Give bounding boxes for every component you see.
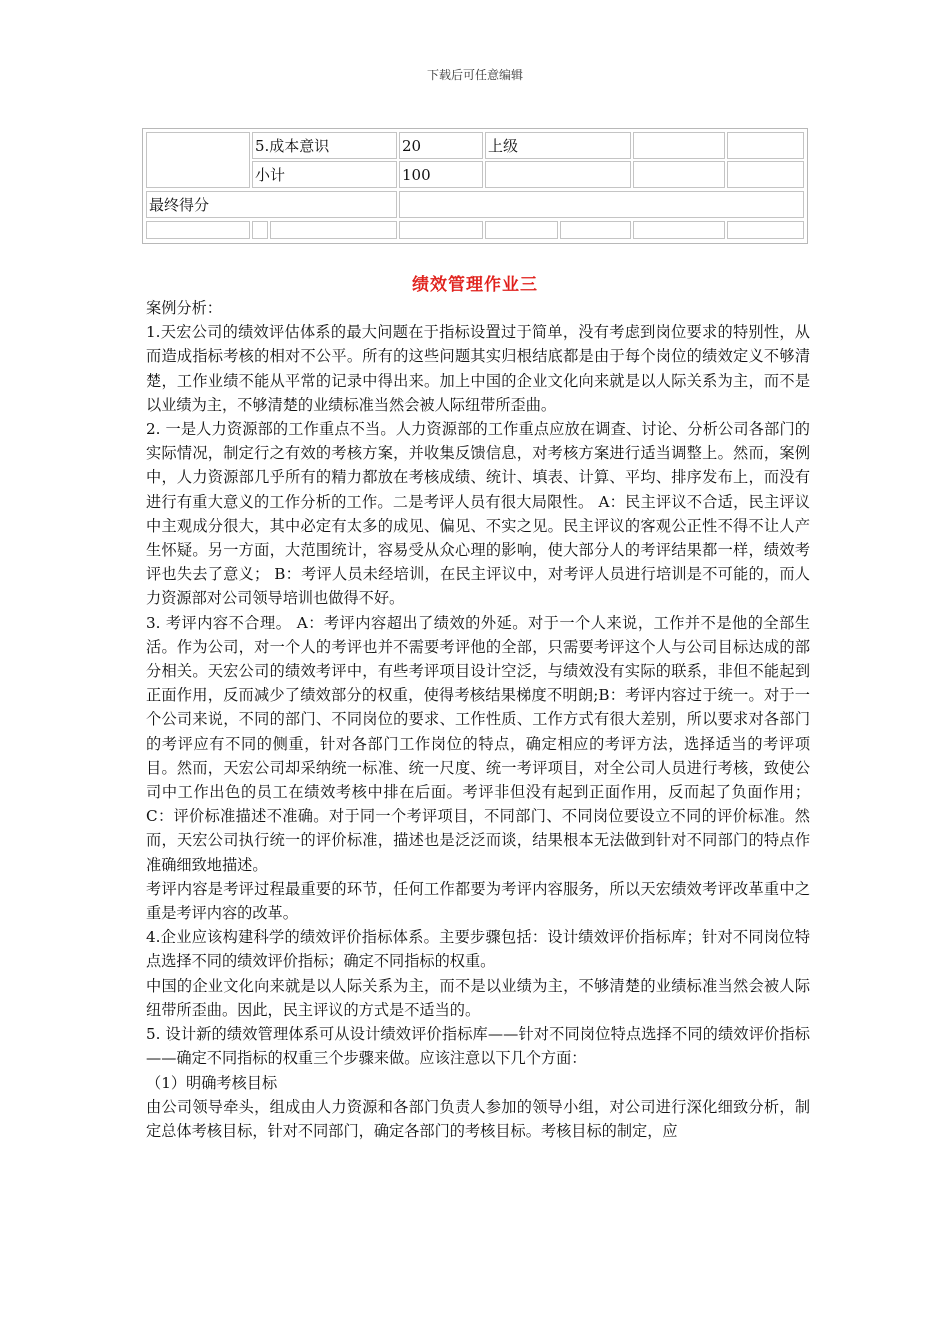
paragraph-case-analysis: 案例分析： bbox=[146, 299, 222, 317]
table-cell-final-score-label: 最终得分 bbox=[146, 191, 397, 218]
document-body bbox=[146, 296, 810, 1143]
table-cell-empty bbox=[727, 132, 804, 159]
table-cell-empty bbox=[727, 161, 804, 188]
paragraph-3: 3. 考评内容不合理。 A：考评内容超出了绩效的外延。对于一个人来说，工作并不是他的全部生活。作为公司，对一个人的考评也并不需要考评他的全部，只需要考评这个人与公司目标达成的部分相关。天宏公司的绩效考评中，有些考评项目设计空泛，与绩效没有实际的联系，非但不能起到正面作用，反而减少了绩效部分的权重，使得考核结果梯度不明朗;B：考评内容过于统一。对于一个公司来说，不同的部门、不同岗位的要求、工作性质、工作方式有很大差别，所以要求对各部门的考评应有不同的侧重，针对各部门工作岗位的特点，确定相应的考评方法，选择适当的考评项目。然而，天宏公司却采纳统一标准、统一尺度、统一考评项目，对全公司人员进行考核，致使公司中工作出色的员工在绩效考核中排在后面。考评非但没有起到正面作用，反而起了负面作用； C：评价标准描述不准确。对于同一个考评项目，不同部门、不同岗位要设立不同的评价标准。然而，天宏公司执行统一的评价标准，描述也是泛泛而谈，结果根本无法做到针对不同部门的特点作准确细致地描述。 bbox=[146, 613, 810, 874]
paragraph-5-item-1-text: 由公司领导牵头，组成由人力资源和各部门负责人参加的领导小组，对公司进行深化细致分析，制定总体考核目标，针对不同部门，确定各部门的考核目标。考核目标的制定，应 bbox=[146, 1097, 810, 1140]
table-cell-empty bbox=[146, 132, 250, 188]
paragraph-4: 4.企业应该构建科学的绩效评价指标体系。主要步骤包括：设计绩效评价指标库；针对不同岗位特点选择不同的绩效评价指标；确定不同指标的权重。 bbox=[146, 928, 810, 971]
table-cell-empty bbox=[633, 161, 725, 188]
table-cell-subtotal-label: 小计 bbox=[252, 161, 397, 188]
score-table bbox=[142, 128, 808, 244]
header-note: 下载后可任意编辑 bbox=[426, 68, 523, 82]
paragraph-1: 1.天宏公司的绩效评估体系的最大问题在于指标设置过于简单，没有考虑到岗位要求的特别性，从而造成指标考核的相对不公平。所有的这些问题其实归根结底都是由于每个岗位的绩效定义不够清楚，工作业绩不能从平常的记录中得出来。加上中国的企业文化向来就是以人际关系为主，而不是以业绩为主，不够清楚的业绩标准当然会被人际纽带所歪曲。 bbox=[146, 323, 810, 414]
table-cell-empty bbox=[270, 221, 397, 239]
table-cell-evaluator: 上级 bbox=[485, 132, 631, 159]
table-cell-empty bbox=[633, 132, 725, 159]
table-cell-empty bbox=[560, 221, 631, 239]
paragraph-2: 2. 一是人力资源部的工作重点不当。人力资源部的工作重点应放在调查、讨论、分析公司各部门的实际情况，制定行之有效的考核方案，并收集反馈信息，对考核方案进行适当调整上。然而，案例中，人力资源部几乎所有的精力都放在考核成绩、统计、填表、计算、平均、排序发布上，而没有进行有重大意义的工作分析的工作。二是考评人员有很大局限性。 A：民主评议不合适，民主评议中主观成分很大，其中必定有太多的成见、偏见、不实之见。民主评议的客观公正性不得不让人产生怀疑。另一方面，大范围统计，容易受从众心理的影响，使大部分人的考评结果都一样，绩效考评也失去了意义； B：考评人员未经培训，在民主评议中，对考评人员进行培训是不可能的，而人力资源部对公司领导培训也做得不好。 bbox=[146, 420, 810, 608]
table-cell-weight: 20 bbox=[399, 132, 483, 159]
table-cell-empty bbox=[727, 221, 804, 239]
table-cell-empty bbox=[485, 161, 631, 188]
paragraph-5-item-1-heading: （1）明确考核目标 bbox=[146, 1073, 278, 1092]
paragraph-4-note: 中国的企业文化向来就是以人际关系为主，而不是以业绩为主，不够清楚的业绩标准当然会被人际纽带所歪曲。因此，民主评议的方式是不适当的。 bbox=[146, 976, 810, 1019]
table-cell-empty bbox=[252, 221, 268, 239]
table-cell-empty bbox=[399, 221, 483, 239]
paragraph-5: 5. 设计新的绩效管理体系可从设计绩效评价指标库——针对不同岗位特点选择不同的绩效评价指标——确定不同指标的权重三个步骤来做。应该注意以下几个方面： bbox=[146, 1025, 810, 1068]
table-cell-subtotal-value: 100 bbox=[399, 161, 483, 188]
document-title: 绩效管理作业三 bbox=[412, 275, 538, 295]
paragraph-3-summary: 考评内容是考评过程最重要的环节，任何工作都要为考评内容服务，所以天宏绩效考评改革重中之重是考评内容的改革。 bbox=[146, 879, 810, 923]
table-cell-empty bbox=[146, 221, 250, 239]
table-cell-empty bbox=[633, 221, 725, 239]
table-cell-final-score-value bbox=[399, 191, 804, 218]
table-cell-empty bbox=[485, 221, 558, 239]
table-cell-item: 5.成本意识 bbox=[252, 132, 397, 159]
